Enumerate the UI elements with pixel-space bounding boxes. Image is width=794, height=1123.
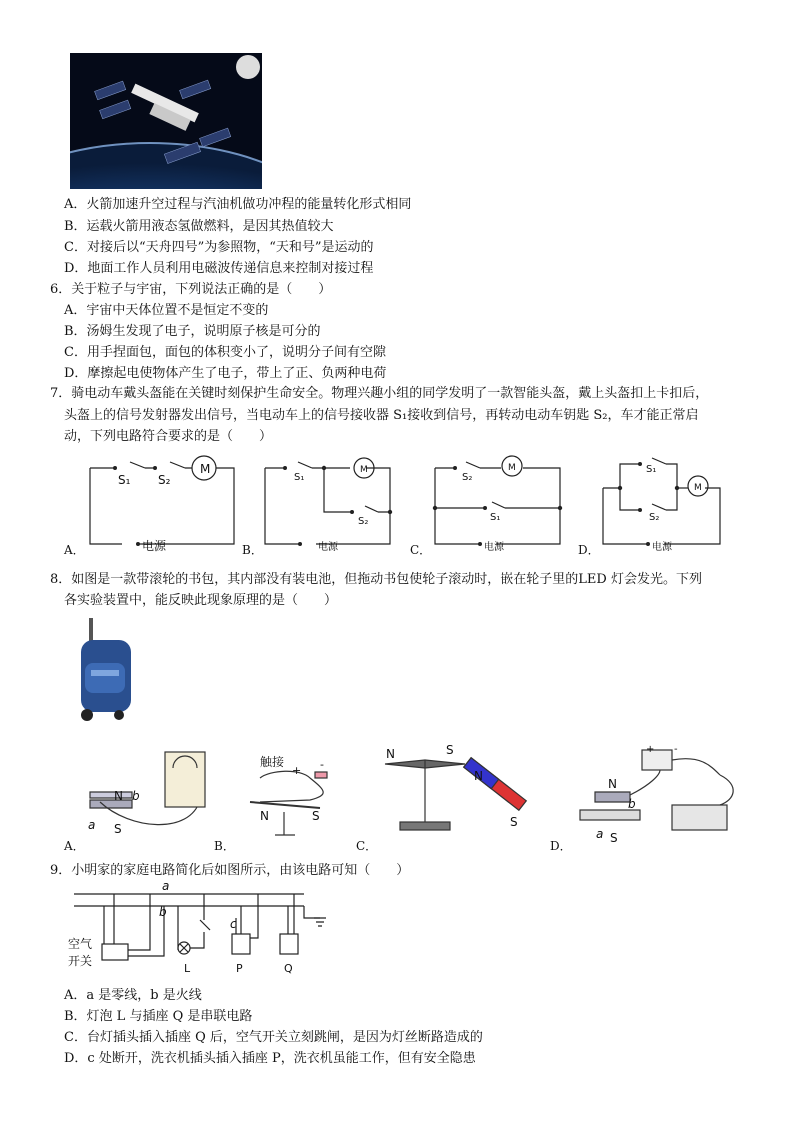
q7-circuit-diagrams bbox=[60, 452, 740, 562]
q9-stem: 9．小明家的家庭电路简化后如图所示，由该电路可知（ ） bbox=[50, 863, 410, 878]
q8-c-s1: S bbox=[446, 743, 454, 757]
q6-option-a: A．宇宙中天体位置不是恒定不变的 bbox=[64, 303, 269, 318]
q7-a-s2: S₂ bbox=[158, 473, 171, 487]
q8-d-n: N bbox=[608, 777, 617, 791]
q7-a-power: 电源 bbox=[142, 539, 167, 553]
q8-d-s: S bbox=[610, 831, 618, 845]
q8-b-n: N bbox=[260, 809, 269, 823]
q9-option-b: B．灯泡 L 与插座 Q 是串联电路 bbox=[64, 1009, 253, 1024]
q7-c-s2: S₂ bbox=[462, 472, 473, 483]
q8-d-plus: + bbox=[646, 744, 655, 755]
q6-stem: 6．关于粒子与宇宙，下列说法正确的是（ ） bbox=[50, 282, 332, 297]
q7-motor-d: M bbox=[694, 483, 702, 493]
q7-motor-b: M bbox=[360, 465, 368, 475]
q6-option-b: B．汤姆生发现了电子，说明原子核是可分的 bbox=[64, 324, 321, 339]
q9-option-a: A．a 是零线，b 是火线 bbox=[64, 988, 202, 1003]
q8-choice-c: C． bbox=[356, 839, 378, 853]
q8-d-minus: - bbox=[674, 744, 678, 755]
q8-b-minus: - bbox=[320, 758, 324, 771]
q7-b-s2: S₂ bbox=[358, 516, 369, 527]
q9-socket-q-label: Q bbox=[284, 962, 293, 975]
q7-motor-c: M bbox=[508, 463, 516, 473]
q9-socket-p-label: P bbox=[236, 962, 243, 975]
q9-wire-c: c bbox=[230, 917, 237, 931]
q7-choice-a: A． bbox=[64, 543, 85, 557]
q5-option-a: A．火箭加速升空过程与汽油机做功冲程的能量转化形式相同 bbox=[64, 197, 412, 212]
q8-c-n1: N bbox=[386, 747, 395, 761]
q8-b-plus: + bbox=[292, 764, 302, 777]
q9-household-circuit bbox=[64, 878, 334, 978]
q8-c-s2: S bbox=[510, 815, 518, 829]
q7-c-s1: S₁ bbox=[490, 512, 501, 523]
q9-lamp-label: L bbox=[184, 962, 191, 975]
q5-option-d: D．地面工作人员利用电磁波传递信息来控制对接过程 bbox=[64, 261, 374, 276]
q8-b-touch: 触接 bbox=[260, 755, 285, 769]
q8-c-n2: N bbox=[474, 769, 483, 783]
q8-d-a: a bbox=[596, 827, 604, 841]
q8-choice-b: B． bbox=[214, 839, 235, 853]
q9-wire-a: a bbox=[162, 879, 170, 893]
q7-choice-c: C． bbox=[410, 543, 432, 557]
q8-d-b: b bbox=[628, 797, 636, 811]
q7-stem-line1: 7．骑电动车戴头盔能在关键时刻保护生命安全。物理兴趣小组的同学发明了一款智能头盔，戴上头盔扣上卡扣后， bbox=[50, 386, 709, 401]
q8-choice-a: A． bbox=[64, 839, 85, 853]
q7-stem-line3: 动，下列电路符合要求的是（ ） bbox=[64, 429, 273, 444]
q6-option-d: D．摩擦起电使物体产生了电子，带上了正、负两种电荷 bbox=[64, 366, 387, 381]
space-station-image bbox=[70, 53, 262, 189]
q9-air-switch-line1: 空气 bbox=[68, 937, 93, 951]
rolling-backpack-image bbox=[75, 618, 135, 724]
q7-a-s1: S₁ bbox=[118, 473, 131, 487]
q7-choice-d: D． bbox=[578, 543, 600, 557]
q8-stem-line1: 8．如图是一款带滚轮的书包，其内部没有装电池，但拖动书包使轮子滚动时，嵌在轮子里的LED 灯会发光。下列 bbox=[50, 572, 702, 587]
q7-choice-b: B． bbox=[242, 543, 263, 557]
q8-choice-d: D． bbox=[550, 839, 572, 853]
q7-d-s1: S₁ bbox=[646, 464, 657, 475]
q7-motor-a: M bbox=[200, 462, 211, 476]
q9-air-switch-line2: 开关 bbox=[68, 954, 93, 968]
q5-option-b: B．运载火箭用液态氢做燃料，是因其热值较大 bbox=[64, 219, 334, 234]
q5-option-c: C．对接后以“天舟四号”为参照物，“天和号”是运动的 bbox=[64, 240, 374, 255]
q8-experiment-figures bbox=[70, 740, 750, 845]
q7-b-s1: S₁ bbox=[294, 472, 305, 483]
q9-option-c: C．台灯插头插入插座 Q 后，空气开关立刻跳闸，是因为灯丝断路造成的 bbox=[64, 1030, 483, 1045]
q8-a-s: S bbox=[114, 822, 122, 836]
q8-a-a: a bbox=[88, 818, 96, 832]
q7-c-power: 电源 bbox=[484, 542, 504, 553]
q6-option-c: C．用手捏面包，面包的体积变小了，说明分子间有空隙 bbox=[64, 345, 386, 360]
q8-stem-line2: 各实验装置中，能反映此现象原理的是（ ） bbox=[64, 593, 338, 608]
q7-d-s2: S₂ bbox=[649, 512, 660, 523]
q8-a-n: N bbox=[114, 789, 123, 803]
q8-b-s: S bbox=[312, 809, 320, 823]
q7-d-power: 电源 bbox=[652, 542, 672, 553]
q9-option-d: D．c 处断开，洗衣机插头插入插座 P，洗衣机虽能工作，但有安全隐患 bbox=[64, 1051, 476, 1066]
q9-wire-b: b bbox=[159, 905, 167, 919]
q7-stem-line2: 头盔上的信号发射器发出信号，当电动车上的信号接收器 S₁接收到信号，再转动电动车钥匙 S₂，车才能正常启 bbox=[64, 408, 699, 423]
q8-a-b: b bbox=[132, 789, 140, 803]
q7-b-power: 电源 bbox=[318, 542, 338, 553]
